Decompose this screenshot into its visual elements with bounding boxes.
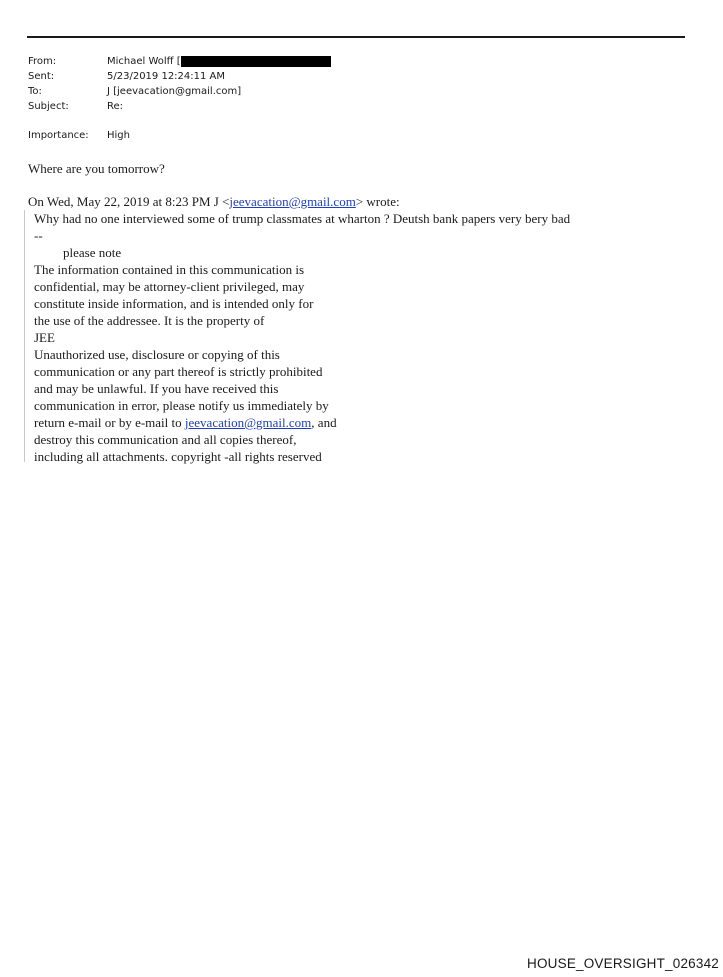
redaction-bar (181, 56, 331, 67)
sent-value: 5/23/2019 12:24:11 AM (107, 71, 226, 82)
importance-label: Importance: (28, 130, 89, 141)
to-value: J [jeevacation@gmail.com] (107, 86, 242, 97)
disclaimer-10-suffix: , and (311, 415, 337, 430)
message-text: Where are you tomorrow? (28, 161, 165, 176)
from-label: From: (28, 56, 57, 67)
top-rule (27, 36, 685, 38)
disclaimer-line-3: constitute inside information, and is intended only for (34, 296, 314, 311)
reply-prefix: On Wed, May 22, 2019 at 8:23 PM J < (28, 194, 230, 209)
quoted-note: please note (63, 245, 122, 260)
quote-bar (24, 210, 25, 462)
bates-number: HOUSE_OVERSIGHT_026342 (527, 956, 719, 971)
disclaimer-line-8: and may be unlawful. If you have received this (34, 381, 279, 396)
subject-value: Re: (107, 101, 124, 112)
disclaimer-line-6: Unauthorized use, disclosure or copying of this (34, 347, 280, 362)
disclaimer-line-9: communication in error, please notify us immediately by (34, 398, 329, 413)
reply-email-link[interactable]: jeevacation@gmail.com (229, 194, 356, 209)
from-value: Michael Wolff [ (107, 56, 181, 67)
disclaimer-line-2: confidential, may be attorney-client privileged, may (34, 279, 305, 294)
to-label: To: (28, 86, 42, 97)
importance-value: High (107, 130, 130, 141)
disclaimer-line-4: the use of the addressee. It is the property of (34, 313, 265, 328)
disclaimer-line-7: communication or any part thereof is strictly prohibited (34, 364, 323, 379)
quoted-separator: -- (34, 228, 43, 243)
sent-label: Sent: (28, 71, 55, 82)
disclaimer-email-link[interactable]: jeevacation@gmail.com (184, 415, 312, 430)
disclaimer-line-11: destroy this communication and all copies thereof, (34, 432, 297, 447)
reply-attribution (28, 193, 400, 210)
disclaimer-10-prefix: return e-mail or by e-mail to (34, 415, 185, 430)
disclaimer-line-10 (34, 414, 337, 431)
disclaimer-line-1: The information contained in this communication is (34, 262, 305, 277)
disclaimer-line-12: including all attachments. copyright -all rights reserved (34, 449, 322, 464)
disclaimer-line-5: JEE (34, 330, 55, 345)
subject-label: Subject: (28, 101, 69, 112)
reply-suffix: > wrote: (355, 194, 400, 209)
quoted-line: Why had no one interviewed some of trump classmates at wharton ? Deutsh bank papers very bery bad (34, 211, 571, 226)
